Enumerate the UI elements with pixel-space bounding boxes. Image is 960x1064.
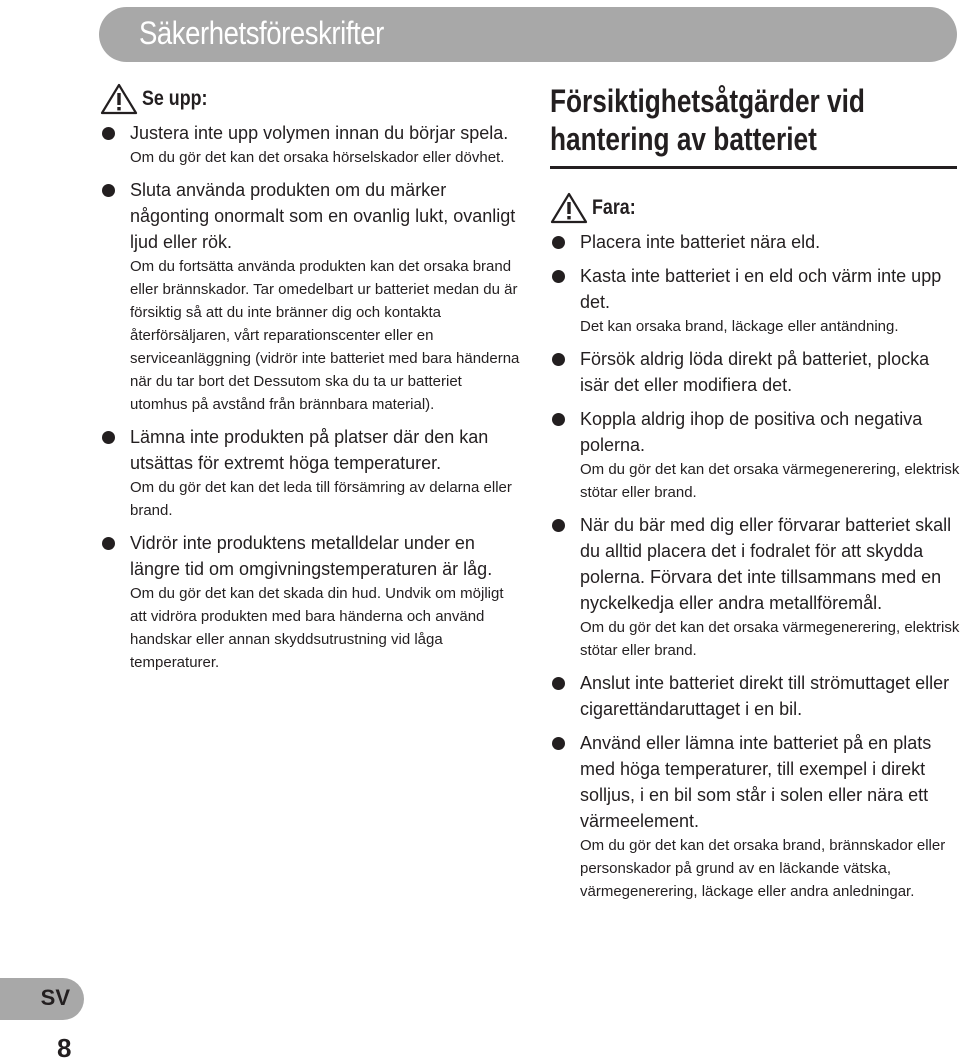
page-number: 8 <box>57 1033 72 1063</box>
section-title: Försiktighetsåtgärder vid hantering av batteriet <box>550 83 865 157</box>
list-item <box>550 406 960 504</box>
item-main-text: Placera inte batteriet nära eld. <box>580 232 821 252</box>
language-badge <box>0 978 84 1020</box>
list-item <box>100 177 520 416</box>
bullet-icon <box>102 184 115 197</box>
list-item <box>550 512 960 662</box>
bullet-icon <box>552 737 565 750</box>
item-sub-text: Om du gör det kan det leda till försämring av delarna eller brand. <box>130 479 512 519</box>
item-sub-text: Om du gör det kan det orsaka brand, brännskador eller personskador på grund av en läckande vätska, värmegenerering, läckage eller andra anledningar. <box>580 837 946 900</box>
list-item <box>100 530 520 674</box>
bullet-icon <box>102 127 115 140</box>
item-sub-text: Om du gör det kan det orsaka hörselskador eller dövhet. <box>130 149 505 166</box>
item-sub-text: Om du gör det kan det orsaka värmegenerering, elektrisk stötar eller brand. <box>580 461 960 501</box>
right-column <box>550 82 960 911</box>
item-main-text: Använd eller lämna inte batteriet på en plats med höga temperaturer, till exempel i direkt solljus, i en bil som står i solen eller nära ett värmeelement. <box>580 733 932 831</box>
item-sub-text: Om du gör det kan det orsaka värmegenerering, elektrisk stötar eller brand. <box>580 619 960 659</box>
title-divider <box>550 166 957 169</box>
caution-heading <box>100 82 520 116</box>
bullet-icon <box>102 431 115 444</box>
item-main-text: Anslut inte batteriet direkt till strömuttaget eller cigarettändaruttaget i en bil. <box>580 673 950 719</box>
bullet-icon <box>552 270 565 283</box>
caution-label: Se upp: <box>142 87 208 110</box>
warning-triangle-icon <box>550 192 588 224</box>
item-main-text: Försök aldrig löda direkt på batteriet, plocka isär det eller modifiera det. <box>580 349 930 395</box>
list-item <box>550 670 960 722</box>
list-item <box>550 730 960 903</box>
bullet-icon <box>102 537 115 550</box>
danger-label: Fara: <box>592 196 636 219</box>
bullet-icon <box>552 236 565 249</box>
item-sub-text: Om du gör det kan det skada din hud. Undvik om möjligt att vidröra produkten med bara händerna och använd handskar eller annan skyddsutrustning vid låga temperaturer. <box>130 585 504 671</box>
item-main-text: Lämna inte produkten på platser där den kan utsättas för extremt höga temperaturer. <box>130 427 489 473</box>
header-bar <box>99 7 957 62</box>
item-sub-text: Om du fortsätta använda produkten kan det orsaka brand eller brännskador. Tar omedelbart ur batteriet medan du är försiktig så att du inte bränner dig och kontakta återförsäljaren, vårt reparationscenter eller en serviceanläggning (vidrör inte batteriet med bara händerna när du tar bort det Dessutom ska du ta ur batteriet utomhus på avstånd från brännbara material). <box>130 258 520 413</box>
item-main-text: Kasta inte batteriet i en eld och värm inte upp det. <box>580 266 942 312</box>
item-sub-text: Det kan orsaka brand, läckage eller antändning. <box>580 318 899 335</box>
item-main-text: Koppla aldrig ihop de positiva och negativa polerna. <box>580 409 923 455</box>
item-main-text: Justera inte upp volymen innan du börjar spela. <box>130 123 509 143</box>
list-item <box>550 263 960 338</box>
bullet-icon <box>552 413 565 426</box>
item-main-text: Sluta använda produkten om du märker någonting onormalt som en ovanlig lukt, ovanligt ljud eller rök. <box>130 180 516 252</box>
warning-triangle-icon <box>100 83 138 115</box>
item-main-text: När du bär med dig eller förvarar batteriet skall du alltid placera det i fodralet för att skydda polerna. Förvara det inte tillsammans med en nyckelkedja eller andra metallföremål. <box>580 515 952 613</box>
list-item <box>100 424 520 522</box>
danger-heading <box>550 191 960 225</box>
bullet-icon <box>552 353 565 366</box>
list-item <box>550 229 960 255</box>
item-main-text: Vidrör inte produktens metalldelar under en längre tid om omgivningstemperaturen är låg. <box>130 533 493 579</box>
bullet-icon <box>552 519 565 532</box>
bullet-icon <box>552 677 565 690</box>
list-item <box>550 346 960 398</box>
left-column <box>100 82 520 682</box>
language-code: SV <box>40 985 70 1010</box>
list-item <box>100 120 520 169</box>
page-title: Säkerhetsföreskrifter <box>139 15 384 51</box>
